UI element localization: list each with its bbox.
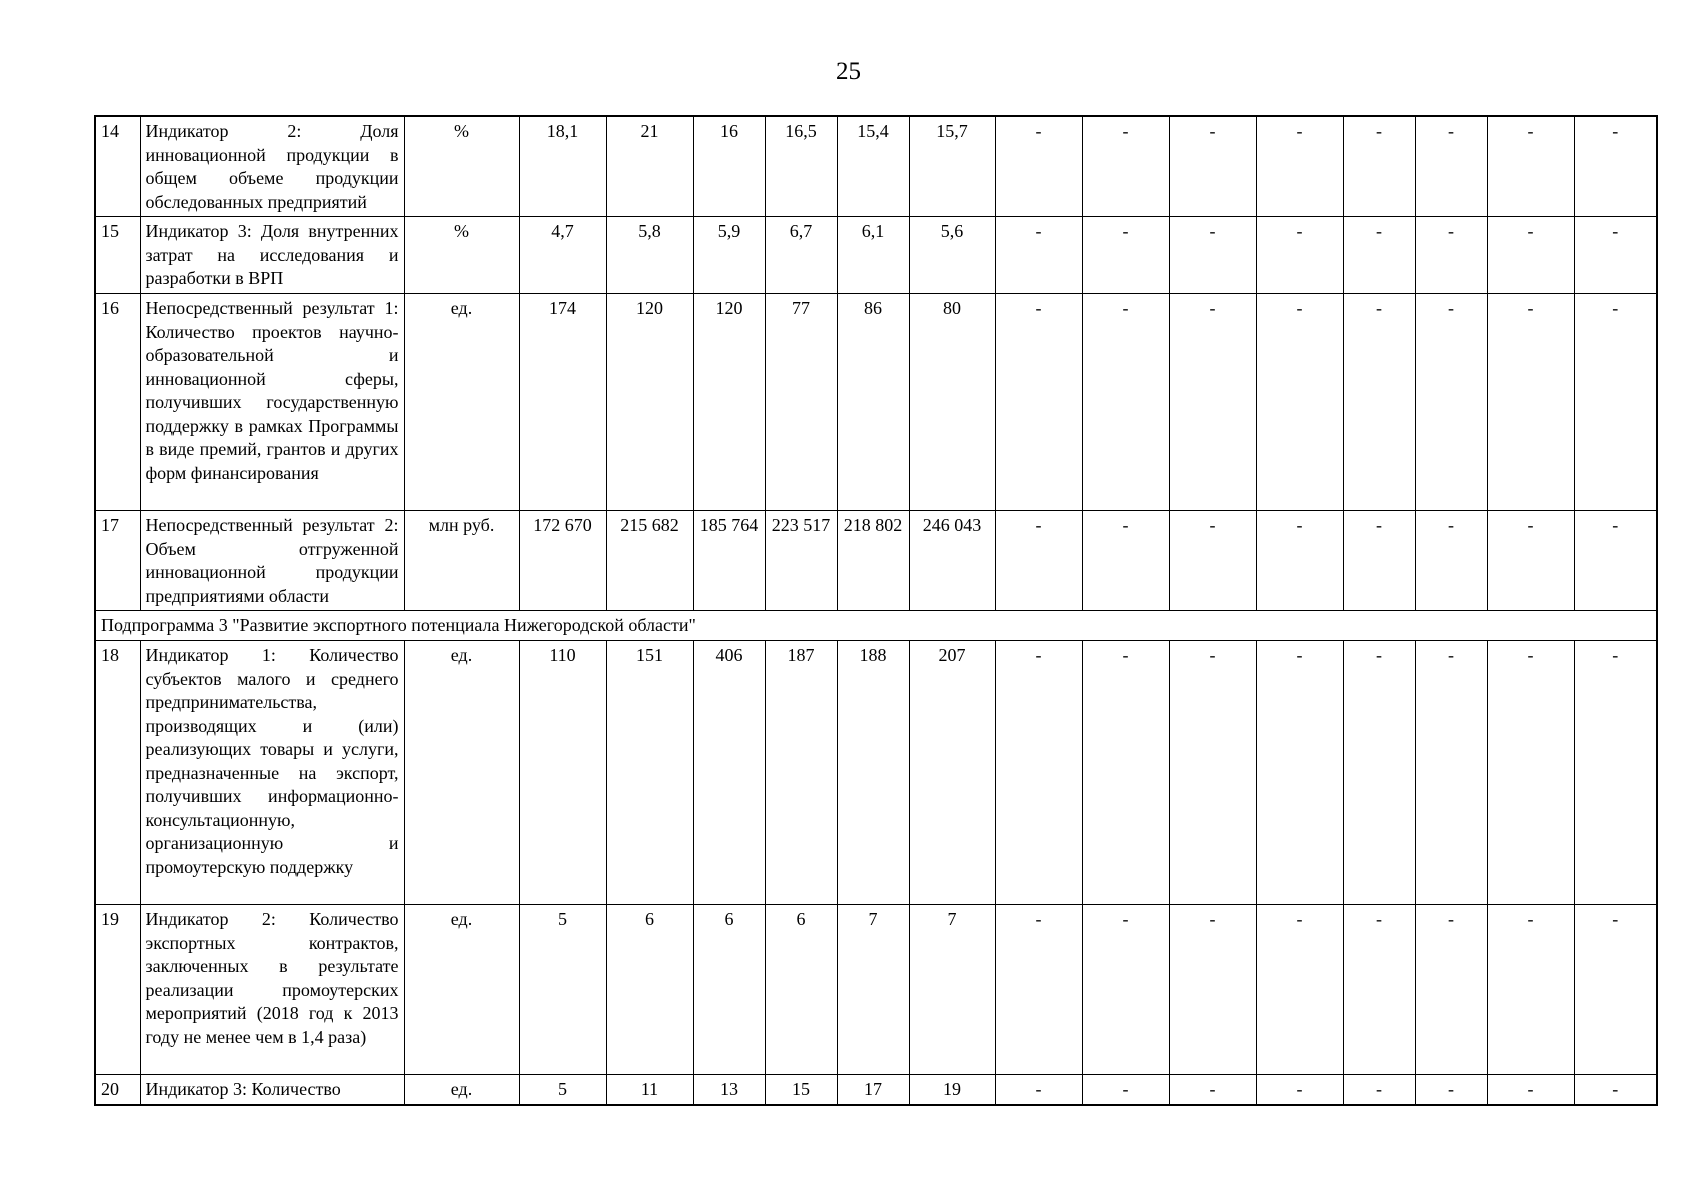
- value-cell: -: [1082, 217, 1169, 294]
- unit-cell: ед.: [404, 294, 519, 511]
- indicator-description: Индикатор 3: Доля внутренних затрат на исследования и разработки в ВРП: [140, 217, 404, 294]
- value-cell: 223 517: [765, 511, 837, 611]
- table-row: [95, 511, 1657, 611]
- value-cell: -: [1487, 294, 1574, 511]
- value-cell: -: [1256, 1075, 1343, 1105]
- value-cell: 7: [909, 905, 995, 1075]
- value-cell: 218 802: [837, 511, 909, 611]
- value-cell: -: [995, 905, 1082, 1075]
- value-cell: 207: [909, 641, 995, 905]
- value-cell: -: [1082, 294, 1169, 511]
- value-cell: -: [1343, 116, 1415, 217]
- value-cell: -: [1343, 511, 1415, 611]
- table-row: [95, 217, 1657, 294]
- value-cell: -: [1082, 116, 1169, 217]
- indicator-description: Непосредственный результат 2: Объем отгруженной инновационной продукции предприятиями области: [140, 511, 404, 611]
- value-cell: 5,8: [606, 217, 693, 294]
- row-number: 14: [95, 116, 140, 217]
- value-cell: -: [1343, 641, 1415, 905]
- value-cell: 5,9: [693, 217, 765, 294]
- value-cell: -: [1256, 217, 1343, 294]
- unit-cell: ед.: [404, 1075, 519, 1105]
- indicator-description: Индикатор 1: Количество субъектов малого и среднего предпринимательства, производящих и (или) реализующих товары и услуги, предназначенные на экспорт, получивших информационно-консультационную, организационную и промоутерскую поддержку: [140, 641, 404, 905]
- value-cell: 5,6: [909, 217, 995, 294]
- value-cell: -: [1343, 905, 1415, 1075]
- row-number: 18: [95, 641, 140, 905]
- value-cell: -: [1415, 641, 1487, 905]
- value-cell: -: [1574, 217, 1657, 294]
- value-cell: -: [995, 294, 1082, 511]
- value-cell: 6,7: [765, 217, 837, 294]
- value-cell: 7: [837, 905, 909, 1075]
- value-cell: 4,7: [519, 217, 606, 294]
- value-cell: 406: [693, 641, 765, 905]
- row-number: 15: [95, 217, 140, 294]
- value-cell: 18,1: [519, 116, 606, 217]
- value-cell: -: [1256, 905, 1343, 1075]
- table-row: [95, 116, 1657, 217]
- value-cell: 16,5: [765, 116, 837, 217]
- value-cell: 6: [693, 905, 765, 1075]
- value-cell: -: [1082, 1075, 1169, 1105]
- value-cell: 86: [837, 294, 909, 511]
- value-cell: -: [1415, 905, 1487, 1075]
- value-cell: 246 043: [909, 511, 995, 611]
- value-cell: -: [1574, 1075, 1657, 1105]
- value-cell: 188: [837, 641, 909, 905]
- value-cell: 11: [606, 1075, 693, 1105]
- unit-cell: млн руб.: [404, 511, 519, 611]
- value-cell: -: [1574, 905, 1657, 1075]
- table-row: [95, 294, 1657, 511]
- value-cell: -: [1487, 116, 1574, 217]
- value-cell: -: [1574, 641, 1657, 905]
- row-number: 16: [95, 294, 140, 511]
- value-cell: -: [1082, 511, 1169, 611]
- value-cell: -: [1169, 116, 1256, 217]
- value-cell: 6: [765, 905, 837, 1075]
- value-cell: 15: [765, 1075, 837, 1105]
- value-cell: 187: [765, 641, 837, 905]
- page-number: 25: [836, 58, 861, 85]
- unit-cell: ед.: [404, 641, 519, 905]
- value-cell: -: [1415, 511, 1487, 611]
- value-cell: -: [1343, 1075, 1415, 1105]
- value-cell: 174: [519, 294, 606, 511]
- table-row: [95, 641, 1657, 905]
- value-cell: 21: [606, 116, 693, 217]
- indicators-table: [94, 115, 1658, 1106]
- row-number: 19: [95, 905, 140, 1075]
- value-cell: 215 682: [606, 511, 693, 611]
- value-cell: 110: [519, 641, 606, 905]
- value-cell: -: [1082, 905, 1169, 1075]
- value-cell: -: [1343, 217, 1415, 294]
- table-row: [95, 1075, 1657, 1105]
- value-cell: -: [1169, 294, 1256, 511]
- table-body: [95, 116, 1657, 1105]
- value-cell: -: [1415, 116, 1487, 217]
- value-cell: -: [1343, 294, 1415, 511]
- value-cell: 13: [693, 1075, 765, 1105]
- value-cell: -: [1415, 217, 1487, 294]
- value-cell: 19: [909, 1075, 995, 1105]
- value-cell: -: [1169, 1075, 1256, 1105]
- unit-cell: ед.: [404, 905, 519, 1075]
- value-cell: -: [1487, 1075, 1574, 1105]
- value-cell: 151: [606, 641, 693, 905]
- value-cell: 120: [606, 294, 693, 511]
- value-cell: 5: [519, 1075, 606, 1105]
- value-cell: -: [1487, 217, 1574, 294]
- value-cell: 172 670: [519, 511, 606, 611]
- indicator-description: Индикатор 2: Доля инновационной продукции в общем объеме продукции обследованных предприятий: [140, 116, 404, 217]
- value-cell: 15,4: [837, 116, 909, 217]
- value-cell: -: [1169, 511, 1256, 611]
- section-row: [95, 611, 1657, 641]
- value-cell: 17: [837, 1075, 909, 1105]
- section-title: Подпрограмма 3 "Развитие экспортного потенциала Нижегородской области": [95, 611, 1657, 641]
- value-cell: -: [1487, 511, 1574, 611]
- value-cell: -: [1256, 511, 1343, 611]
- indicator-description: Индикатор 3: Количество: [140, 1075, 404, 1105]
- value-cell: -: [1415, 294, 1487, 511]
- value-cell: -: [1256, 116, 1343, 217]
- value-cell: -: [995, 1075, 1082, 1105]
- unit-cell: %: [404, 116, 519, 217]
- table-row: [95, 905, 1657, 1075]
- value-cell: 16: [693, 116, 765, 217]
- value-cell: 15,7: [909, 116, 995, 217]
- value-cell: 120: [693, 294, 765, 511]
- value-cell: -: [1169, 217, 1256, 294]
- row-number: 17: [95, 511, 140, 611]
- value-cell: -: [1082, 641, 1169, 905]
- value-cell: 6,1: [837, 217, 909, 294]
- value-cell: -: [1487, 905, 1574, 1075]
- value-cell: -: [1487, 641, 1574, 905]
- value-cell: -: [1574, 116, 1657, 217]
- value-cell: -: [995, 116, 1082, 217]
- unit-cell: %: [404, 217, 519, 294]
- value-cell: -: [995, 511, 1082, 611]
- value-cell: 77: [765, 294, 837, 511]
- value-cell: -: [1169, 905, 1256, 1075]
- value-cell: -: [1256, 641, 1343, 905]
- indicator-description: Индикатор 2: Количество экспортных контрактов, заключенных в результате реализации промоутерских мероприятий (2018 год к 2013 году не менее чем в 1,4 раза): [140, 905, 404, 1075]
- value-cell: 80: [909, 294, 995, 511]
- value-cell: 185 764: [693, 511, 765, 611]
- value-cell: -: [1574, 511, 1657, 611]
- value-cell: -: [1574, 294, 1657, 511]
- value-cell: -: [995, 217, 1082, 294]
- row-number: 20: [95, 1075, 140, 1105]
- value-cell: -: [1169, 641, 1256, 905]
- value-cell: 6: [606, 905, 693, 1075]
- value-cell: 5: [519, 905, 606, 1075]
- value-cell: -: [1256, 294, 1343, 511]
- value-cell: -: [995, 641, 1082, 905]
- indicator-description: Непосредственный результат 1: Количество проектов научно-образовательной и инновационной сферы, получивших государственную поддержку в рамках Программы в виде премий, грантов и других форм финансирования: [140, 294, 404, 511]
- value-cell: -: [1415, 1075, 1487, 1105]
